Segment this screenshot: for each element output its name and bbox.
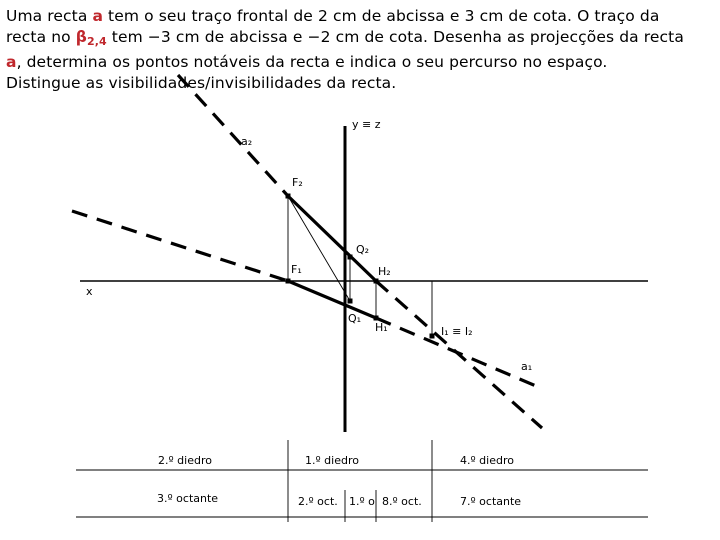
point-H1 — [374, 316, 379, 321]
dihedron-cell: 1.º diedro — [305, 454, 359, 467]
a2-invisible-segment — [178, 75, 288, 196]
label-x: x — [86, 285, 93, 298]
point-I — [430, 334, 435, 339]
point-H2 — [374, 279, 379, 284]
dihedron-cell: 4.º diedro — [460, 454, 514, 467]
label-F2: F₂ — [292, 176, 303, 189]
statement-line-4: Distingue as visibilidades/invisibilidades da recta. — [6, 74, 397, 92]
statement-text: tem −3 cm de abcissa e −2 cm de cota. Desenha as projecções da recta — [106, 28, 684, 46]
statement-text: , determina os pontos notáveis da recta e indica o seu percurso no espaço. — [16, 53, 608, 71]
octant-cell: 3.º octante — [157, 492, 219, 505]
dihedron-cell: 2.º diedro — [158, 454, 212, 467]
statement-text: recta no — [6, 28, 76, 46]
point-Q2 — [348, 255, 353, 260]
octant-cell: 7.º octante — [460, 495, 522, 508]
label-H1: H₁ — [375, 321, 388, 334]
label-F1: F₁ — [291, 263, 302, 276]
label-H2: H₂ — [378, 265, 391, 278]
line-a-label: a — [6, 53, 17, 71]
label-I: I₁ ≡ I₂ — [441, 325, 473, 338]
label-Q1: Q₁ — [348, 312, 362, 325]
octant-cell: 2.º oct. — [298, 495, 338, 508]
statement-text: tem o seu traço frontal de 2 cm de abcissa e 3 cm de cota. O traço da — [103, 7, 660, 25]
octant-cell: 1.º o — [349, 495, 375, 508]
point-Q1 — [348, 299, 353, 304]
point-F1 — [286, 279, 291, 284]
statement-text: Uma recta — [6, 7, 93, 25]
point-F2 — [286, 194, 291, 199]
beta-letter: β — [75, 28, 87, 46]
label-a1: a₁ — [521, 360, 533, 373]
a1-visible-segment — [288, 281, 376, 318]
beta-subscript: 2,4 — [86, 35, 107, 48]
label-yz: y ≡ z — [352, 118, 381, 131]
octant-cell: 8.º oct. — [382, 495, 422, 508]
label-a2: a₂ — [241, 135, 253, 148]
a1-invisible-segment — [72, 211, 288, 281]
line-a-label: a — [92, 7, 104, 25]
label-Q2: Q₂ — [356, 243, 370, 256]
